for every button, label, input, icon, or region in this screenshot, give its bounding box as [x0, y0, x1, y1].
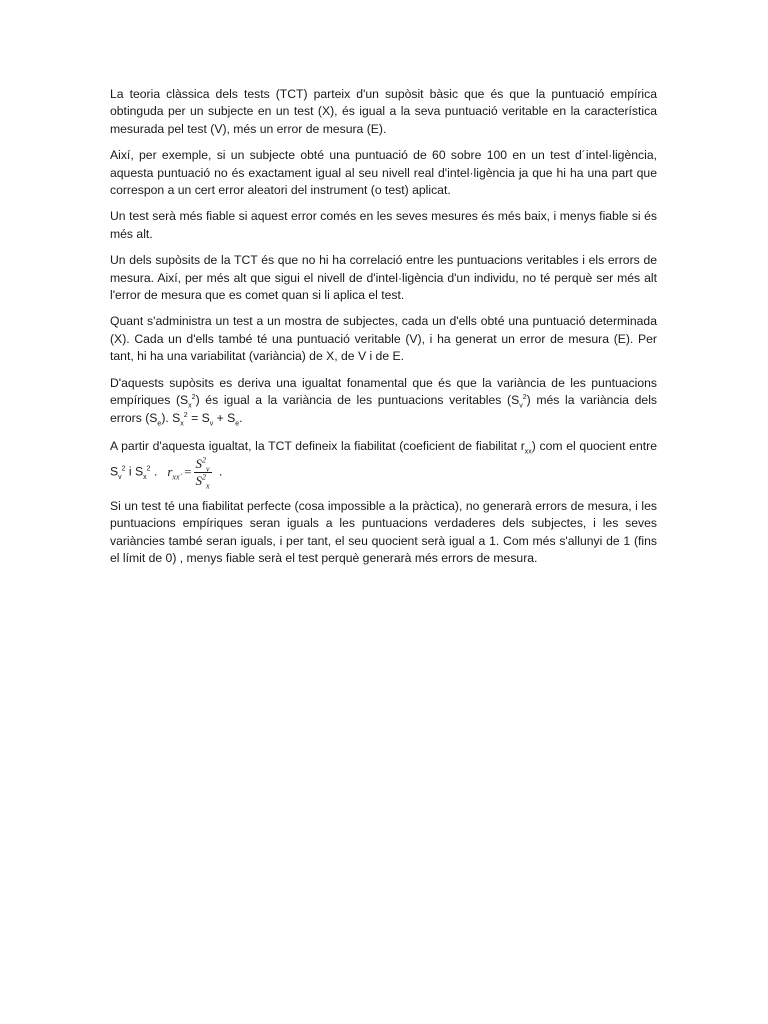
document-body — [110, 86, 657, 577]
subscript-x: x — [143, 474, 147, 482]
paragraph-7 — [110, 436, 657, 489]
p7-text-5: . — [215, 464, 223, 479]
p7-text-4: . — [150, 464, 158, 479]
paragraph-1: La teoria clàssica dels tests (TCT) parteix d'un supòsit bàsic que és que la puntuació empírica obtinguda per un subjecte en un test (X), és igual a la seva puntuació veritable en la característica mesurada pel test (V), més un error de mesura (E). — [110, 87, 657, 136]
formula-r: r — [167, 464, 173, 480]
formula-prime: ´ — [179, 473, 183, 482]
p6-text-1: D'aquests supòsits es deriva una igualtat fonamental que és que la variància de les puntuacions empíriques (S — [110, 375, 657, 408]
p6-text-3: ) més la variància dels errors (S — [110, 393, 657, 425]
paragraph-3: Un test serà més fiable si aquest error comés en les seves mesures és més baix, i menys fiable si és més alt. — [110, 209, 657, 241]
denominator-sup: 2 — [202, 472, 207, 482]
formula-sub-xx: xx — [172, 473, 180, 482]
superscript-2: 2 — [121, 465, 126, 473]
paragraph-2: Així, per exemple, si un subjecte obté una puntuació de 60 sobre 100 en un test d´intel·ligència, aquesta puntuació no és exactament igual al seu nivell real d'intel·ligència ja que hi ha una part que correspon a un cert error aleatori del instrument (o test) aplicat. — [110, 148, 657, 198]
denominator-s: S — [195, 472, 203, 488]
paragraph-5: Quant s'administra un test a un mostra de subjectes, cada un d'ells obté una puntuació determinada (X). Cada un d'ells també té una puntuació veritable (V), i ha generat un error de mesura (E). Per tant, hi ha una variabilitat (variància) de X, de V i de E. — [110, 314, 657, 364]
superscript-2: 2 — [183, 411, 188, 419]
subscript-x: x — [180, 419, 184, 427]
subscript-e: e — [235, 419, 240, 427]
p7-text-1: A partir d'aquesta igualtat, la TCT defineix la fiabilitat (coeficient de fiabilitat r — [110, 438, 525, 453]
p7-text-3: i S — [125, 464, 144, 479]
formula-lhs — [167, 462, 182, 482]
superscript-2: 2 — [146, 465, 151, 473]
subscript-v: v — [209, 419, 214, 427]
p7-text-2: ) com el quocient entre S — [110, 438, 657, 479]
numerator-sub: v — [206, 464, 210, 474]
p6-text-6: + S — [213, 410, 236, 425]
p6-text-4: ). S — [161, 410, 181, 425]
fraction-denominator — [194, 473, 212, 489]
formula-equals: = — [184, 464, 192, 480]
paragraph-6 — [110, 375, 657, 427]
subscript-x: x — [188, 402, 192, 410]
denominator-sub: x — [206, 481, 210, 491]
subscript-v: v — [519, 402, 523, 410]
p6-text-2: ) és igual a la variància de les puntuacions veritables (S — [195, 393, 520, 408]
subscript-v: v — [118, 474, 122, 482]
fraction-numerator — [194, 456, 212, 472]
subscript-xx: xx — [524, 448, 532, 456]
p6-text-7: . — [239, 410, 243, 425]
subscript-e: e — [157, 419, 162, 427]
superscript-2: 2 — [191, 394, 196, 402]
formula-fraction — [194, 456, 212, 489]
superscript-2: 2 — [522, 394, 527, 402]
reliability-formula — [167, 456, 211, 489]
paragraph-4: Un dels supòsits de la TCT és que no hi ha correlació entre les puntuacions veritables i els errors de mesura. Així, per més alt que sigui el nivell de d'intel·ligència d'un individu, no té perquè ser més alt l'error de mesura que es comet quan si li aplica el test. — [110, 253, 657, 303]
numerator-s: S — [195, 455, 203, 471]
paragraph-8: Si un test té una fiabilitat perfecte (cosa impossible a la pràctica), no generarà errors de mesura, i les puntuacions empíriques seran iguals a les puntuacions verdaderes dels subjectes, i les seves variàncies també seran iguals, i per tant, el seu quocient serà igual a 1. Com més s'allunyi de 1 (fins el límit de 0) , menys fiable serà el test perquè generarà més errors de mesura. — [110, 498, 657, 566]
p6-text-5: = S — [187, 410, 210, 425]
numerator-sup: 2 — [202, 455, 207, 465]
